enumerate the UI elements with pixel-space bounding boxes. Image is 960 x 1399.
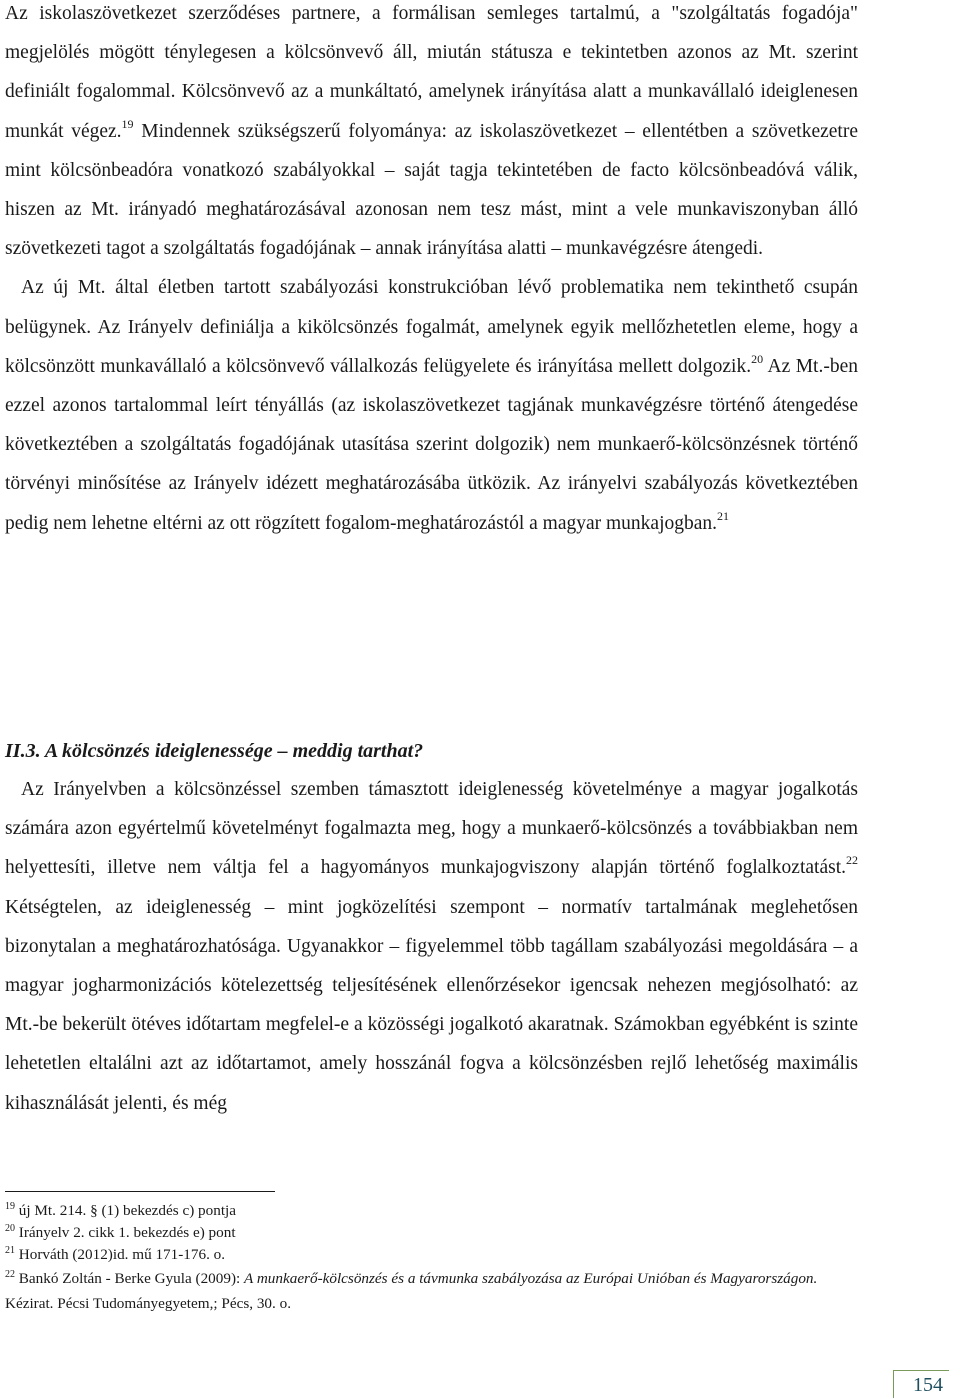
body-text-lower: [5, 770, 858, 1123]
page-number: 154: [893, 1370, 949, 1398]
footnotes: [5, 1200, 860, 1316]
footnote-19: $^{19}$ új Mt. 214. § (1) bekezdés c) pontja: [5, 1201, 237, 1219]
footnote-ref-20[interactable]: 20: [751, 351, 764, 366]
paragraph-2: Az új Mt. által életben tartott szabályozási konstrukcióban lévő problematika nem tekinthető csupán belügynek. Az Irányelv definiálja a kikölcsönzés fogalmát, amelynek egyik mellőzhetetlen eleme, hogy a kölcsönzött munkavállaló a kölcsönvevő vállalkozás felügyelete és irányítása mellett dolgozik.$^{20}$ Az Mt.-ben ezzel azonos tartalommal leírt tényállás (az iskolaszövetkezet tagjának munkavégzésre történő átengedése következtében a szolgáltatás fogadójának utasítása szerint dolgozik) nem munkaerő-kölcsönzésnek történő törvényi minősítése az Irányelv idézett meghatározásába ütközik. Az irányelvi szabályozás következtében pedig nem lehetne eltérni az ott rögzített fogalom-meghatározástól a magyar munkajogban.$^{21}$: [5, 277, 858, 534]
footnote-21: $^{21}$ Horváth (2012)id. mű 171-176. o.: [5, 1245, 226, 1263]
body-text-upper: [5, 0, 858, 543]
footnote-separator: [5, 1191, 275, 1192]
cited-work-title: A munkaerő-kölcsönzés és a távmunka szabályozása az Európai Unióban és Magyarországon.: [244, 1270, 818, 1287]
paragraph-3: Az Irányelvben a kölcsönzéssel szemben támasztott ideiglenesség követelménye a magyar jogalkotás számára azon egyértelmű követelményt fogalmazta meg, hogy a munkaerő-kölcsönzés a továbbiakban nem helyettesíti, illetve nem váltja fel a hagyományos munkajogviszony alapján történő foglalkoztatást.$^{22}$ Kétségtelen, az ideiglenesség – mint jogközelítési szempont – normatív tartalmának meglehetősen bizonytalan a meghatározhatósága. Ugyanakkor – figyelemmel több tagállam szabályozási megoldására – a magyar jogharmonizációs kötelezettség teljesítésének ellenőrzésekor igencsak nehezen megjósolható: az Mt.-be bekerült ötéves időtartam megfelel-e a közösségi jogalkotó akaratnak. Számokban egyébként is szinte lehetetlen eltalálni azt az időtartamot, amely hosszánál fogva a kölcsönzésben rejlő lehetőség maximális kihasználását jelenti, és még: [5, 779, 858, 1114]
footnote-ref-19[interactable]: 19: [121, 116, 134, 131]
footnote-ref-21[interactable]: 21: [717, 508, 730, 523]
section-heading: II.3. A kölcsönzés ideiglenessége – meddig tarthat?: [5, 740, 424, 762]
footnote-ref-22[interactable]: 22: [846, 853, 858, 868]
paragraph-1: Az iskolaszövetkezet szerződéses partnere, a formálisan semleges tartalmú, a "szolgáltatás fogadója" megjelölés mögött ténylegesen a kölcsönvevő áll, miután státusza e tekintetben azonos az Mt. szerint definiált fogalommal. Kölcsönvevő az a munkáltató, amelynek irányítása alatt a munkavállaló ideiglenesen munkát végez.$^{19}$ Mindennek szükségszerű folyománya: az iskolaszövetkezet – ellentétben a szövetkezetre mint kölcsönbeadóra vonatkozó szabályokkal – saját tagja tekintetében de facto kölcsönbeadóvá válik, hiszen az Mt. irányadó meghatározásával azonosan nem tesz mást, mint a vele munkaviszonyban álló szövetkezeti tagot a szolgáltatás fogadójának – annak irányítása alatti – munkavégzésre átengedi.: [5, 3, 858, 260]
footnote-22: $^{22}$ Bankó Zoltán - Berke Gyula (2009): A munkaerő-kölcsönzés és a távmunka szabályozása az Európai Unióban és Magyarországon. Kézirat. Pécsi Tudományegyetem,; Pécs, 30. o.: [5, 1269, 818, 1312]
footnote-20: $^{20}$ Irányelv 2. cikk 1. bekezdés e) pont: [5, 1223, 236, 1241]
